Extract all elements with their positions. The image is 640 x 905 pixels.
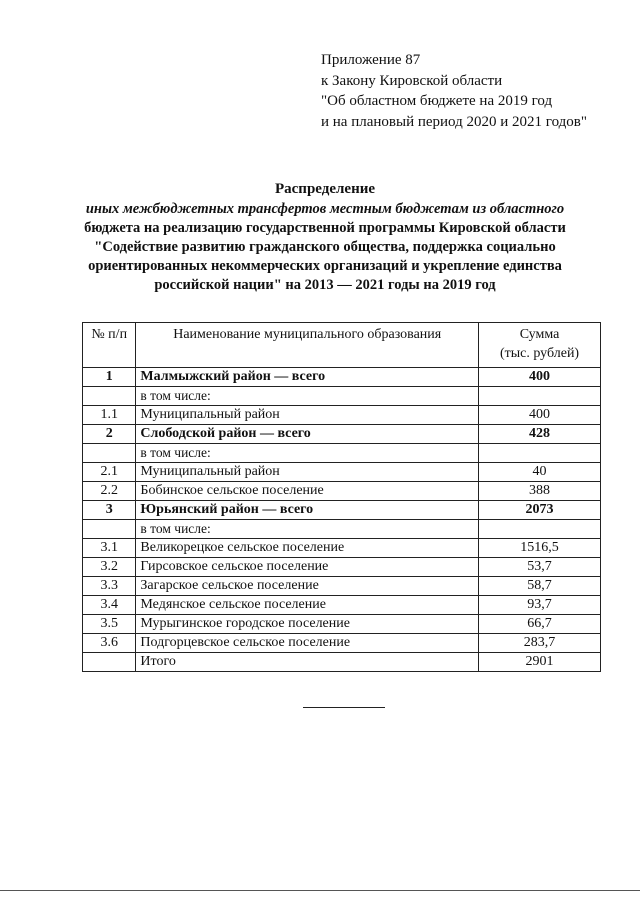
table-row bbox=[83, 387, 601, 406]
table-row bbox=[83, 444, 601, 463]
row-name: Загарское сельское поселение bbox=[136, 577, 479, 596]
title-line: ориентированных некоммерческих организаций и укрепление единства bbox=[88, 258, 562, 274]
row-num: 3.3 bbox=[83, 577, 136, 596]
table-row bbox=[83, 463, 601, 482]
distribution-table bbox=[82, 322, 601, 672]
table-row bbox=[83, 596, 601, 615]
table-row bbox=[83, 501, 601, 520]
row-num: 3.1 bbox=[83, 539, 136, 558]
header-sum-unit: (тыс. рублей) bbox=[499, 346, 580, 361]
table-row bbox=[83, 634, 601, 653]
appendix-line: Приложение 87 bbox=[321, 52, 421, 68]
row-name: Юрьянский район — всего bbox=[136, 501, 479, 520]
appendix-reference bbox=[321, 50, 587, 132]
row-num: 2.1 bbox=[83, 463, 136, 482]
row-name: Муниципальный район bbox=[136, 463, 479, 482]
row-name: Бобинское сельское поселение bbox=[136, 482, 479, 501]
table-header-row bbox=[83, 323, 601, 368]
header-sum bbox=[479, 323, 601, 368]
row-num bbox=[83, 444, 136, 463]
title-line: "Содействие развитию гражданского общества, поддержка социально bbox=[94, 239, 556, 255]
row-sum: 58,7 bbox=[479, 577, 601, 596]
row-num bbox=[83, 520, 136, 539]
row-sum: 428 bbox=[479, 425, 601, 444]
row-sum: 93,7 bbox=[479, 596, 601, 615]
appendix-line: "Об областном бюджете на 2019 год bbox=[321, 93, 553, 109]
table-row bbox=[83, 558, 601, 577]
title-line: бюджета на реализацию государственной программы Кировской области bbox=[84, 220, 566, 236]
row-num bbox=[83, 653, 136, 672]
row-name: в том числе: bbox=[136, 444, 479, 463]
row-sum: 388 bbox=[479, 482, 601, 501]
row-sum: 40 bbox=[479, 463, 601, 482]
row-sum bbox=[479, 387, 601, 406]
row-name: Медянское сельское поселение bbox=[136, 596, 479, 615]
table-row bbox=[83, 615, 601, 634]
row-sum: 66,7 bbox=[479, 615, 601, 634]
table-row bbox=[83, 539, 601, 558]
row-name: Слободской район — всего bbox=[136, 425, 479, 444]
table-row bbox=[83, 406, 601, 425]
row-name: в том числе: bbox=[136, 520, 479, 539]
row-sum: 1516,5 bbox=[479, 539, 601, 558]
row-num: 3.2 bbox=[83, 558, 136, 577]
row-num: 3.6 bbox=[83, 634, 136, 653]
title-heading: Распределение bbox=[274, 181, 376, 197]
table-row bbox=[83, 577, 601, 596]
row-sum bbox=[479, 520, 601, 539]
row-name: Подгорцевское сельское поселение bbox=[136, 634, 479, 653]
row-num: 2 bbox=[83, 425, 136, 444]
row-name: Великорецкое сельское поселение bbox=[136, 539, 479, 558]
row-sum bbox=[479, 444, 601, 463]
title-line: иных межбюджетных трансфертов местным бюджетам из областного bbox=[85, 201, 565, 217]
row-num: 1 bbox=[83, 368, 136, 387]
row-name: в том числе: bbox=[136, 387, 479, 406]
row-sum: 53,7 bbox=[479, 558, 601, 577]
header-sum-line: Сумма bbox=[519, 327, 560, 342]
header-num: № п/п bbox=[83, 323, 136, 368]
row-sum: 2073 bbox=[479, 501, 601, 520]
table-row bbox=[83, 520, 601, 539]
title-line: российской нации" на 2013 — 2021 годы на 2019 год bbox=[154, 277, 496, 293]
row-name: Малмыжский район — всего bbox=[136, 368, 479, 387]
row-sum: 400 bbox=[479, 406, 601, 425]
row-sum: 2901 bbox=[479, 653, 601, 672]
row-num: 3 bbox=[83, 501, 136, 520]
table-row bbox=[83, 425, 601, 444]
row-name: Муниципальный район bbox=[136, 406, 479, 425]
row-num: 2.2 bbox=[83, 482, 136, 501]
closing-divider bbox=[303, 707, 385, 708]
appendix-line: и на плановый период 2020 и 2021 годов" bbox=[321, 113, 587, 130]
row-num bbox=[83, 387, 136, 406]
row-num: 3.4 bbox=[83, 596, 136, 615]
row-sum: 400 bbox=[479, 368, 601, 387]
table-row bbox=[83, 482, 601, 501]
document-title bbox=[60, 180, 590, 295]
table-row-total bbox=[83, 653, 601, 672]
row-name: Итого bbox=[136, 653, 479, 672]
page-edge-line bbox=[0, 890, 640, 891]
row-name: Гирсовское сельское поселение bbox=[136, 558, 479, 577]
table-row bbox=[83, 368, 601, 387]
row-sum: 283,7 bbox=[479, 634, 601, 653]
row-num: 3.5 bbox=[83, 615, 136, 634]
header-name: Наименование муниципального образования bbox=[136, 323, 479, 368]
appendix-line: к Закону Кировской области bbox=[321, 72, 503, 89]
row-name: Мурыгинское городское поселение bbox=[136, 615, 479, 634]
row-num: 1.1 bbox=[83, 406, 136, 425]
